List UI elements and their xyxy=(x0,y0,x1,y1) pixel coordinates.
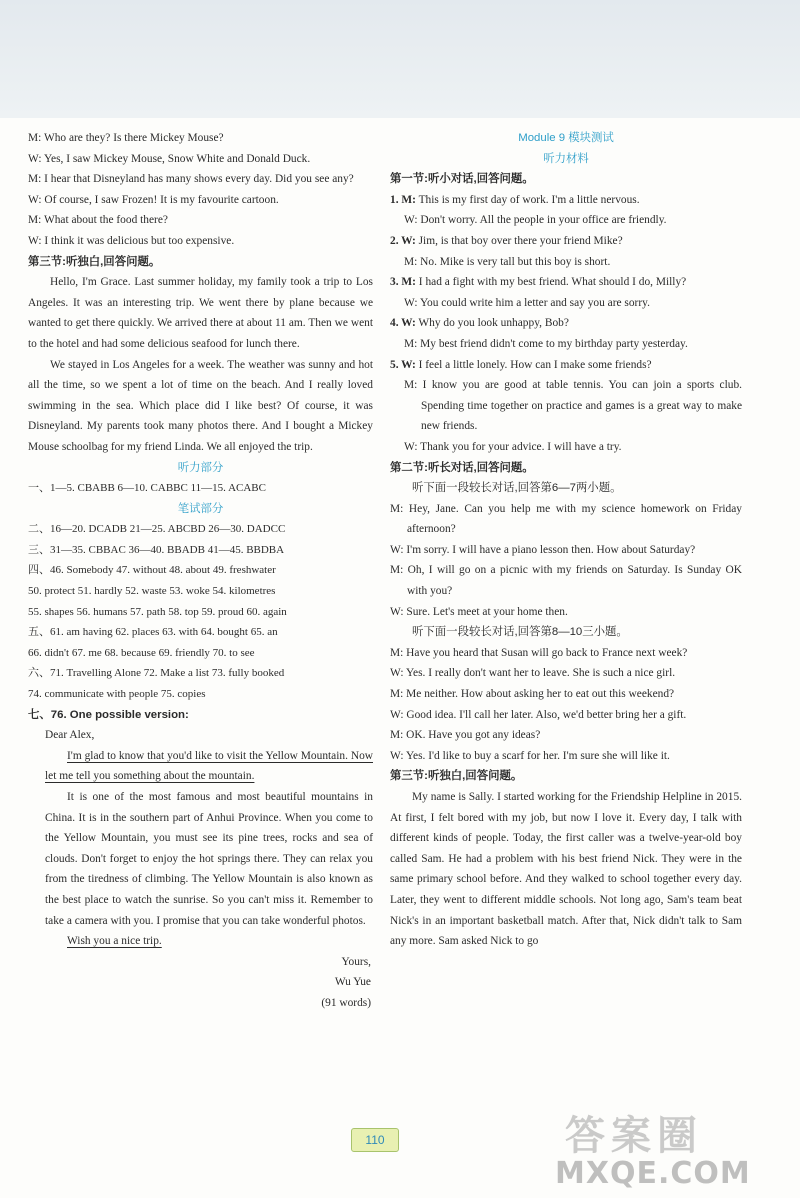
answer-line: 四、46. Somebody 47. without 48. about 49. freshwater xyxy=(28,564,276,577)
word-count: (91 words) xyxy=(321,996,371,1009)
watermark-logo: 答案圈 xyxy=(565,1113,703,1159)
dialog-line: W: I think it was delicious but too expensive. xyxy=(28,234,235,247)
left-column xyxy=(28,128,373,1014)
letter-name: Wu Yue xyxy=(334,976,371,989)
dialog-line: W: Of course, I saw Frozen! It is my favourite cartoon. xyxy=(28,193,279,206)
answer-line: 五、61. am having 62. places 63. with 64. bought 65. an xyxy=(28,626,278,639)
dialog-line: M: Hey, Jane. Can you help me with my science homework on Friday afternoon? xyxy=(390,502,742,536)
dialog-line: M: My best friend didn't come to my birthday party yesterday. xyxy=(404,337,688,350)
section-instruction: 听下面一段较长对话,回答第8—10三小题。 xyxy=(412,626,628,639)
dialog-line: M: OK. Have you got any ideas? xyxy=(390,729,541,742)
right-column xyxy=(390,128,742,952)
section-title: 第一节:听小对话,回答问题。 xyxy=(390,173,534,186)
letter-paragraph: It is one of the most famous and most beautiful mountains in China. It is in the southern part of Anhui Province. When you come to the Yellow Mountain, you must see its pine trees, rocks and sea of clouds. Don't forget to enjoy the hot springs there. They can relax you from the tiredness of climbing. The Yellow Mountain is also known as the best place to watch the sunrise. So you can't miss it. Remember to take a camera with you. I promise that you can take wonderful photos. xyxy=(45,791,373,927)
module-title: Module 9 模块测试 xyxy=(518,132,614,144)
dialog-line: W: Yes. I really don't want her to leave. She is such a nice girl. xyxy=(390,667,676,680)
letter-greeting: Dear Alex, xyxy=(45,729,95,742)
section-title: 第三节:听独白,回答问题。 xyxy=(28,255,161,268)
section-title: 第二节:听长对话,回答问题。 xyxy=(390,461,534,474)
answer-line: 七、76. One possible version: xyxy=(28,708,189,721)
answer-line: 六、71. Travelling Alone 72. Make a list 73. fully booked xyxy=(28,667,285,680)
dialog-line: M: What about the food there? xyxy=(28,214,168,227)
section-title: 第三节:听独白,回答问题。 xyxy=(390,770,523,783)
dialog-line: 5. W: I feel a little lonely. How can I make some friends? xyxy=(390,358,652,371)
writing-heading: 笔试部分 xyxy=(177,502,224,515)
dialog-line: W: I'm sorry. I will have a piano lesson then. How about Saturday? xyxy=(390,543,696,556)
dialog-line: M: Have you heard that Susan will go back to France next week? xyxy=(390,646,688,659)
answer-line: 二、16—20. DCADB 21—25. ABCBD 26—30. DADCC xyxy=(28,523,286,536)
answer-line: 一、1—5. CBABB 6—10. CABBC 11—15. ACABC xyxy=(28,482,266,495)
watermark-url: MXQE.COM xyxy=(555,1156,751,1191)
dialog-line: 3. M: I had a fight with my best friend. What should I do, Milly? xyxy=(390,276,687,289)
dialog-line: M: I hear that Disneyland has many shows every day. Did you see any? xyxy=(28,173,354,186)
answer-line: 55. shapes 56. humans 57. path 58. top 59. proud 60. again xyxy=(28,605,287,618)
listening-heading: 听力部分 xyxy=(177,461,224,474)
header-band xyxy=(0,0,800,118)
dialog-line: W: Sure. Let's meet at your home then. xyxy=(390,605,568,618)
monologue-paragraph: We stayed in Los Angeles for a week. The weather was sunny and hot all the time, so we spent a lot of time on the beach. And I really loved swimming in the sea. Which place did I like best? Of course, it was Disneyland. My parents took many photos there. And I bought a Mickey Mouse schoolbag for my friend Linda. We all enjoyed the trip. xyxy=(28,358,373,453)
dialog-line: M: Oh, I will go on a picnic with my friends on Saturday. Is Sunday OK with you? xyxy=(390,564,742,598)
dialog-line: W: Yes, I saw Mickey Mouse, Snow White and Donald Duck. xyxy=(28,152,311,165)
module-subtitle: 听力材料 xyxy=(543,152,589,165)
letter-close: Yours, xyxy=(341,955,371,968)
dialog-line: W: Yes. I'd like to buy a scarf for her. I'm sure she will like it. xyxy=(390,749,670,762)
monologue-paragraph: My name is Sally. I started working for the Friendship Helpline in 2015. At first, I felt bored with my job, but now I love it. Every day, I talk with different kinds of people. Today, the first caller was a twelve-year-old boy called Sam. He had a problem with his best friend Nick. They were in the same primary school before. And they walked to school together every day. Later, they went to different middle schools. Not long ago, Sam's team beat Nick's in an important basketball match. After that, Nick didn't talk to Sam any more. Sam asked Nick to go xyxy=(390,791,742,948)
answer-line: 三、31—35. CBBAC 36—40. BBADB 41—45. BBDBA xyxy=(28,543,285,556)
dialog-line: M: Who are they? Is there Mickey Mouse? xyxy=(28,132,224,144)
answer-line: 66. didn't 67. me 68. because 69. friendly 70. to see xyxy=(28,646,255,659)
monologue-paragraph: Hello, I'm Grace. Last summer holiday, my family took a trip to Los Angeles. It was an interesting trip. We went there by plane because we wanted to get there quickly. We arrived there at about 11 am. Then we went to the hotel and had some delicious seafood for lunch there. xyxy=(28,276,373,350)
dialog-line: M: I know you are good at table tennis. You can join a sports club. Spending time together on practice and games is a great way to make new friends. xyxy=(404,379,742,433)
dialog-line: W: You could write him a letter and say you are sorry. xyxy=(404,296,650,309)
answer-line: 74. communicate with people 75. copies xyxy=(28,688,206,701)
dialog-line: M: Me neither. How about asking her to eat out this weekend? xyxy=(390,688,675,701)
answer-line: 50. protect 51. hardly 52. waste 53. woke 54. kilometres xyxy=(28,585,276,598)
section-instruction: 听下面一段较长对话,回答第6—7两小题。 xyxy=(412,482,622,495)
page-number: 110 xyxy=(351,1128,399,1152)
dialog-line: W: Don't worry. All the people in your office are friendly. xyxy=(404,214,667,227)
dialog-line: M: No. Mike is very tall but this boy is short. xyxy=(404,255,611,268)
dialog-line: W: Thank you for your advice. I will have a try. xyxy=(404,440,622,453)
dialog-line: 1. M: This is my first day of work. I'm a little nervous. xyxy=(390,193,640,206)
letter-paragraph: I'm glad to know that you'd like to visit the Yellow Mountain. Now let me tell you something about the mountain. xyxy=(45,749,373,783)
dialog-line: 2. W: Jim, is that boy over there your friend Mike? xyxy=(390,234,623,247)
watermark xyxy=(555,1112,790,1192)
letter-wish: Wish you a nice trip. xyxy=(67,935,162,948)
dialog-line: W: Good idea. I'll call her later. Also, we'd better bring her a gift. xyxy=(390,708,687,721)
dialog-line: 4. W: Why do you look unhappy, Bob? xyxy=(390,317,569,330)
